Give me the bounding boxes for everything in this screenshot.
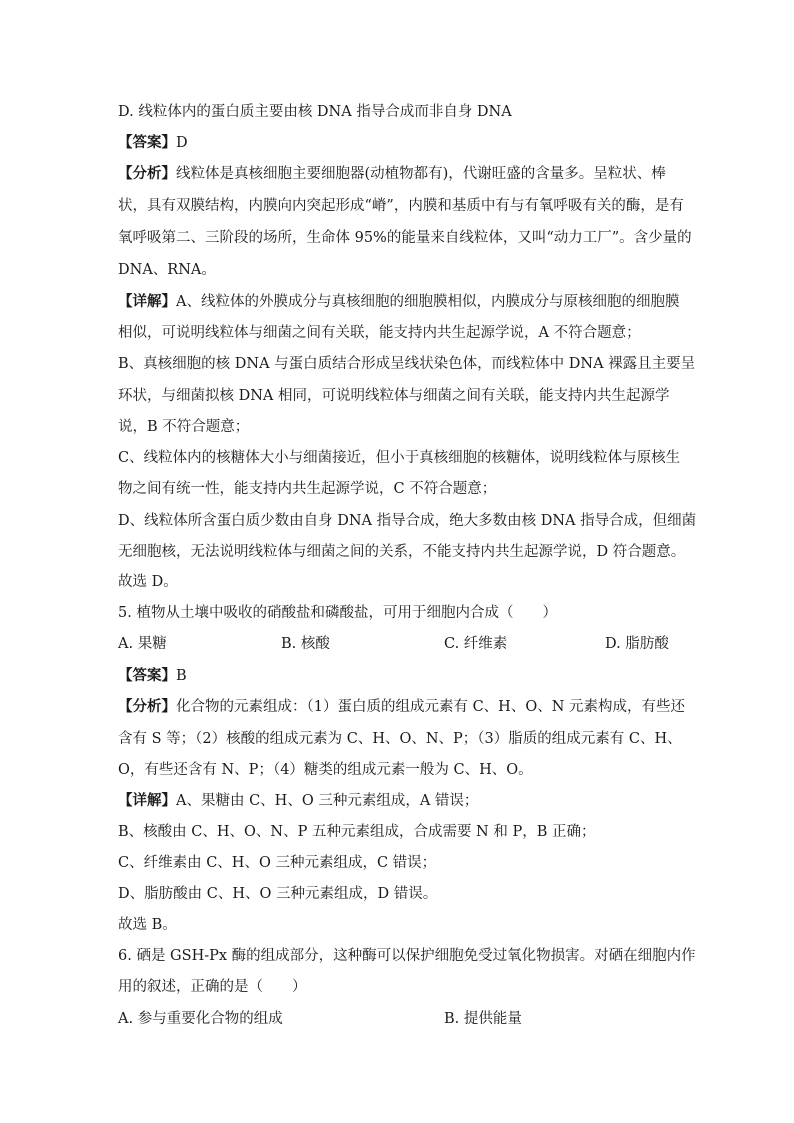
q4-analysis-line-4: DNA、RNA。 bbox=[118, 262, 216, 278]
answer-tag: 【答案】 bbox=[118, 134, 176, 151]
q5-option-b: B. 核酸 bbox=[281, 636, 330, 652]
q4-answer bbox=[118, 133, 678, 153]
q5-detail-line-3: C、纤维素由 C、H、O 三种元素组成，C 错误； bbox=[118, 855, 437, 871]
detail-tag: 【详解】 bbox=[118, 792, 176, 809]
q6-option-a: A. 参与重要化合物的组成 bbox=[118, 1011, 283, 1027]
detail-text: A、线粒体的外膜成分与真核细胞的细胞膜相似，内膜成分与原核细胞的细胞膜 bbox=[176, 294, 680, 310]
q4-detail-line-6: C、线粒体内的核糖体大小与细菌接近，但小于真核细胞的核糖体，说明线粒体与原核生 bbox=[118, 450, 681, 466]
answer-value: B bbox=[176, 668, 187, 684]
q5-detail-line-1 bbox=[118, 791, 678, 811]
q4-analysis-line-1 bbox=[118, 164, 678, 184]
q5-option-a: A. 果糖 bbox=[118, 636, 167, 652]
q4-detail-line-4: 环状，与细菌拟核 DNA 相同，可说明线粒体与细菌之间有关联，能支持内共生起源学 bbox=[118, 388, 670, 404]
q4-detail-line-3: B、真核细胞的核 DNA 与蛋白质结合形成呈线状染色体，而线粒体中 DNA 裸露且主要呈 bbox=[118, 356, 696, 372]
q5-conclusion: 故选 B。 bbox=[118, 917, 177, 933]
q4-conclusion: 故选 D。 bbox=[118, 574, 178, 590]
q5-analysis-line-3: O，有些还含有 N、P；（4）糖类的组成元素一般为 C、H、O。 bbox=[118, 762, 533, 778]
q5-answer bbox=[118, 666, 678, 686]
analysis-text: 线粒体是真核细胞主要细胞器(动植物都有)，代谢旺盛的含量多。呈粒状、棒 bbox=[176, 166, 666, 182]
q4-option-d: D. 线粒体内的蛋白质主要由核 DNA 指导合成而非自身 DNA bbox=[118, 104, 512, 120]
q5-detail-line-4: D、脂肪酸由 C、H、O 三种元素组成，D 错误。 bbox=[118, 886, 438, 902]
q4-detail-line-9: 无细胞核，无法说明线粒体与细菌之间的关系，不能支持内共生起源学说，D 符合题意。 bbox=[118, 544, 686, 560]
analysis-tag: 【分析】 bbox=[118, 165, 176, 182]
q5-stem: 5. 植物从土壤中吸收的硝酸盐和磷酸盐，可用于细胞内合成（ ） bbox=[118, 605, 557, 621]
q5-analysis-line-1 bbox=[118, 697, 686, 717]
analysis-text: 化合物的元素组成：（1）蛋白质的组成元素有 C、H、O、N 元素构成，有些还 bbox=[176, 699, 686, 715]
answer-value: D bbox=[176, 135, 188, 151]
answer-tag: 【答案】 bbox=[118, 667, 176, 684]
analysis-tag: 【分析】 bbox=[118, 698, 176, 715]
q4-detail-line-5: 说，B 不符合题意； bbox=[118, 419, 250, 435]
q5-detail-line-2: B、核酸由 C、H、O、N、P 五种元素组成，合成需要 N 和 P，B 正确； bbox=[118, 824, 596, 840]
q4-detail-line-1 bbox=[118, 292, 678, 312]
q6-stem-line-2: 用的叙述，正确的是（ ） bbox=[118, 979, 307, 995]
q5-option-c: C. 纤维素 bbox=[444, 636, 508, 652]
q4-detail-line-2: 相似，可说明线粒体与细菌之间有关联，能支持内共生起源学说，A 不符合题意； bbox=[118, 325, 641, 341]
q4-detail-line-8: D、线粒体所含蛋白质少数由自身 DNA 指导合成，绝大多数由核 DNA 指导合成，但细菌 bbox=[118, 513, 697, 529]
detail-tag: 【详解】 bbox=[118, 293, 176, 310]
q4-analysis-line-2: 状，具有双膜结构，内膜向内突起形成“嵴”，内膜和基质中有与有氧呼吸有关的酶，是有 bbox=[118, 198, 684, 214]
q5-option-d: D. 脂肪酸 bbox=[605, 636, 669, 652]
q6-option-b: B. 提供能量 bbox=[444, 1011, 522, 1027]
q4-analysis-line-3: 氧呼吸第二、三阶段的场所，生命体 95%的能量来自线粒体，又叫“动力工厂”。含少量的 bbox=[118, 230, 692, 246]
q6-stem-line-1: 6. 硒是 GSH-Px 酶的组成部分，这种酶可以保护细胞免受过氧化物损害。对硒在细胞内作 bbox=[118, 948, 696, 964]
q5-analysis-line-2: 含有 S 等；（2）核酸的组成元素为 C、H、O、N、P；（3）脂质的组成元素有 C、H、 bbox=[118, 731, 682, 747]
detail-text: A、果糖由 C、H、O 三种元素组成，A 错误； bbox=[176, 793, 479, 809]
q4-detail-line-7: 物之间有统一性，能支持内共生起源学说，C 不符合题意； bbox=[118, 481, 497, 497]
